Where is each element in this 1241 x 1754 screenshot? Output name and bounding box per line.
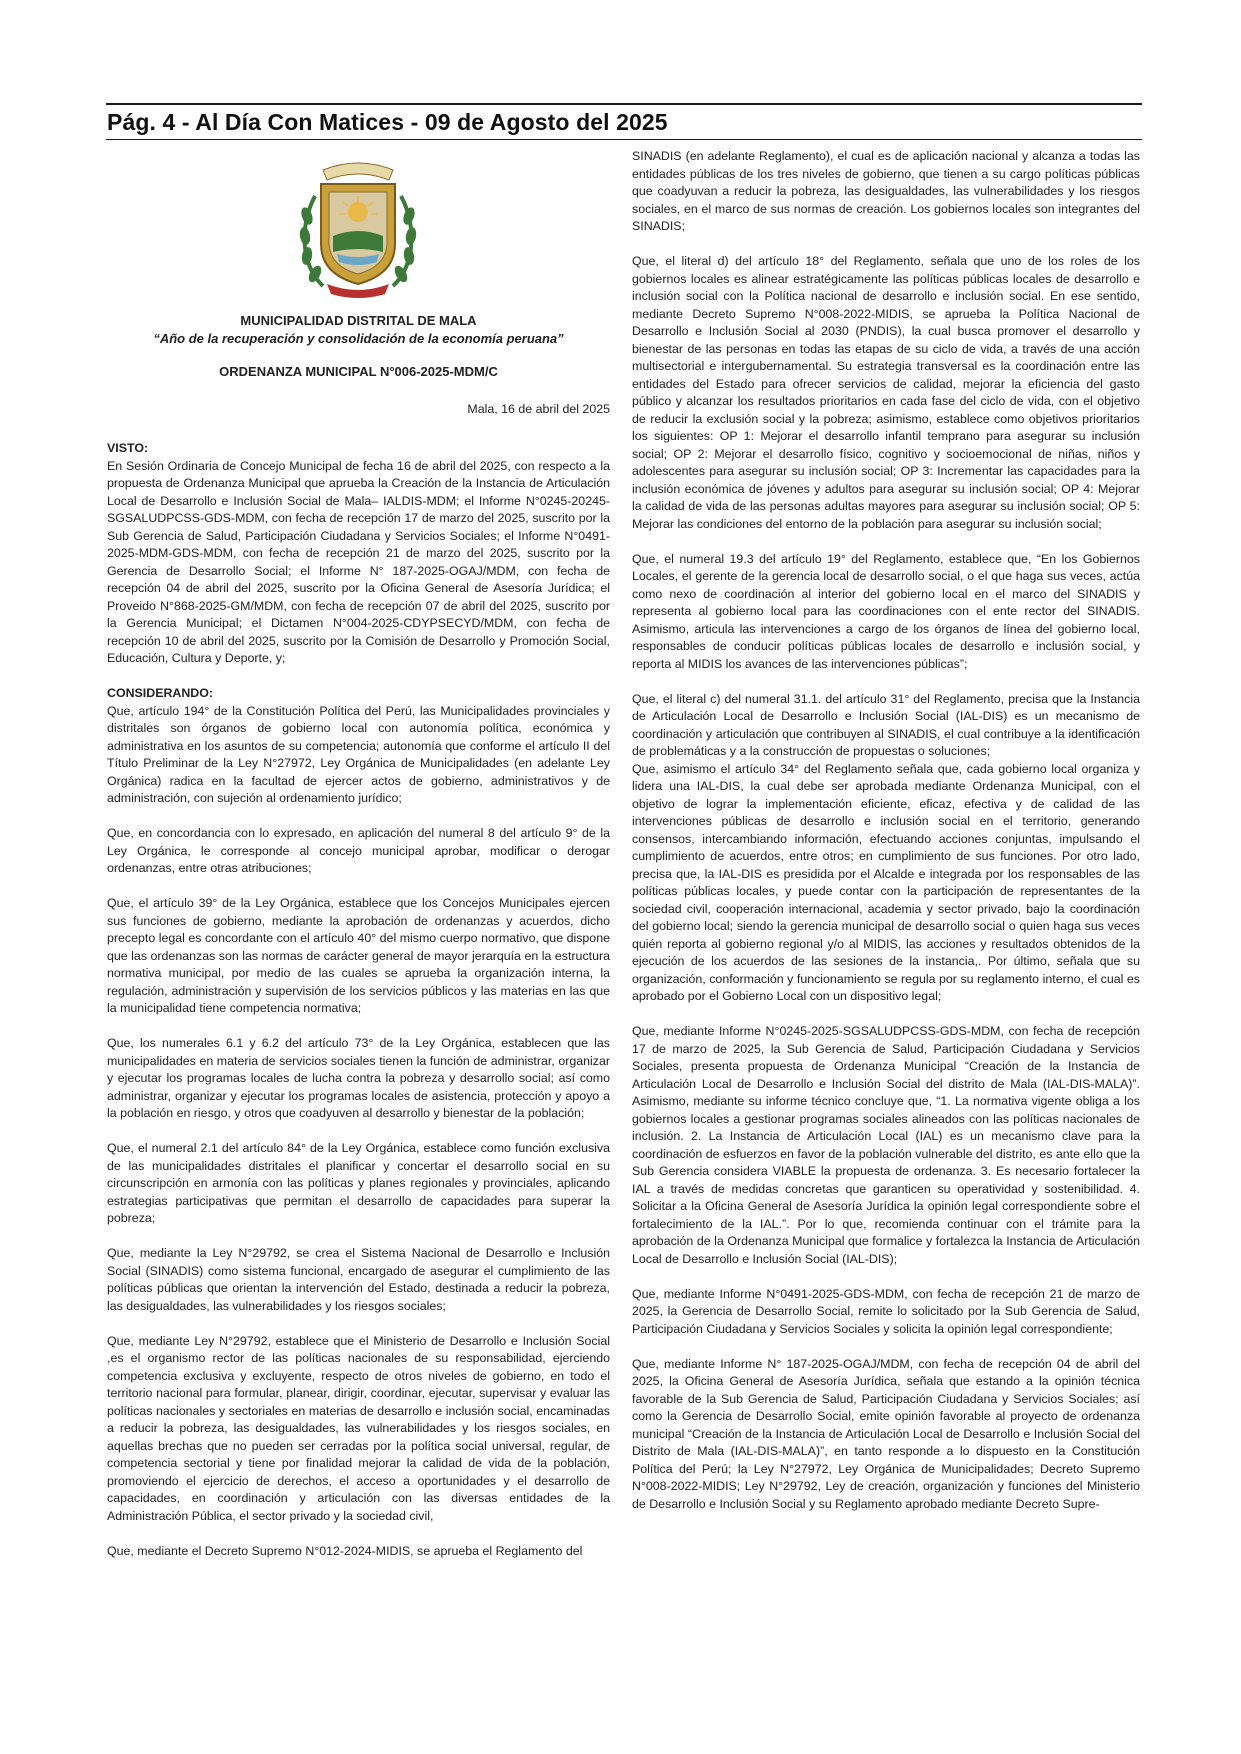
ordinance-title: ORDENANZA MUNICIPAL N°006-2025-MDM/C — [219, 364, 498, 379]
considerando-paragraph: Que, mediante Informe N°0491-2025-GDS-MDM, con fecha de recepción 21 de marzo de 2025, la Gerencia de Desarrollo Social, remite lo solicitado por la Sub Gerencia de Salud, Participación Ciudadana y Servicios Sociales y solicita la opinión legal correspondiente; — [632, 1286, 1140, 1336]
visto-heading: VISTO: — [107, 441, 149, 455]
considerando-paragraph: Que, asimismo el artículo 34° del Reglamento señala que, cada gobierno local organiza y lidera una IAL-DIS, la cual debe ser aprobada mediante Ordenanza Municipal, con el objetivo de lograr la implementación eficiente, eficaz, efectiva y de calidad de las intervenciones públicas de desarrollo e inclusión social en el territorio, generando consensos, intercambiando información, efectuando acciones conjuntas, impulsando el cumplimiento de acuerdos, entre otros; en cumplimiento de sus funciones. Por otro lado, precisa que, la IAL-DIS es presidida por el Alcalde e integrada por los responsables de las políticas públicas locales, y puede contar con la participación de representantes de la sociedad civil, cooperación internacional, academia y sector privado, bajo la coordinación del gobierno local; siendo la gerencia municipal de desarrollo social o quien haga sus veces quién reporta al gobierno regional y/o al MIDIS, las acciones y resultados obtenidos de la ejecución de los acuerdos de las sesiones de la instancia,. Por último, señala que su organización, conformación y funcionamiento se regula por su reglamento interno, el cual es aprobado por el Gobierno Local con un dispositivo legal; — [632, 761, 1140, 1003]
considerando-paragraph: Que, artículo 194° de la Constitución Política del Perú, las Municipalidades provinciales y distritales son órganos de gobierno local con autonomía política, económica y administrativa en los asuntos de su competencia; autonomía que conforme el artículo II del Título Preliminar de la Ley N°27972, Ley Orgánica de Municipalidades (en adelante Ley Orgánica) radica en la facultad de ejercer actos de gobierno, administrativos y de administración, con sujeción al ordenamiento jurídico; — [107, 703, 610, 805]
considerando-paragraph: Que, mediante el Decreto Supremo N°012-2024-MIDIS, se aprueba el Reglamento del — [107, 1543, 583, 1558]
considerando-paragraph: Que, el literal c) del numeral 31.1. del artículo 31° del Reglamento, precisa que la Instancia de Articulación Local de Desarrollo e Inclusión Social (IAL-DIS) es un mecanismo de coordinación y articulación que contribuyen al SINADIS, el cual contribuye a la identificación de problemáticas y a la construcción de propuestas o soluciones; — [632, 691, 1140, 758]
page-header-title: Pág. 4 - Al Día Con Matices - 09 de Agosto del 2025 — [107, 109, 668, 135]
considerando-paragraph: Que, mediante Informe N° 187-2025-OGAJ/MDM, con fecha de recepción 04 de abril del 2025, la Oficina General de Asesoría Jurídica, señala que estando a la opinión técnica favorable de la Sub Gerencia de Salud, Participación Ciudadana y Servicios Sociales; así como la Gerencia de Desarrollo Social, emite opinión favorable al proyecto de ordenanza municipal “Creación de la Instancia de Articulación Local de Desarrollo e Inclusión Social del Distrito de Mala (IAL-DIS-MALA)”, en tanto responde a lo dispuesto en la Constitución Política del Perú; la Ley N°27972, Ley Orgánica de Municipalidades; Decreto Supremo N°008-2022-MIDIS; Ley N°29792, Ley de creación, organización y funciones del Ministerio de Desarrollo e Inclusión Social y su Reglamento aprobado mediante Decreto Supre- — [632, 1356, 1140, 1511]
considerando-paragraph: Que, el artículo 39° de la Ley Orgánica, establece que los Concejos Municipales ejercen sus funciones de gobierno, mediante la aprobación de ordenanzas y acuerdos, dicho precepto legal es concordante con el artículo 40° del mismo cuerpo normativo, que dispone que las ordenanzas son las normas de carácter general de mayor jerarquía en la estructura normativa municipal, por medio de las cuales se aprueba la organización interna, la regulación, administración y supervisión de los servicios públicos y las materias en las que la municipalidad tiene competencia normativa; — [107, 896, 610, 1015]
considerando-paragraph: Que, el numeral 2.1 del artículo 84° de la Ley Orgánica, establece como función exclusiva de las municipalidades distritales el planificar y concertar el desarrollo social en su circunscripción en armonía con las políticas y planes regionales y provinciales, aplicando estrategias participativas que permitan el desarrollo de capacidades para superar la pobreza; — [107, 1141, 610, 1225]
issue-date: Mala, 16 de abril del 2025 — [467, 401, 610, 416]
considerando-paragraph: Que, el literal d) del artículo 18° del Reglamento, señala que uno de los roles de los gobiernos locales es alinear estratégicamente las políticas públicas locales de desarrollo e inclusión social con la Política nacional de desarrollo e inclusión social. En ese sentido, mediante Decreto Supremo N°008-2022-MIDIS, se aprueba la Política Nacional de Desarrollo e Inclusión Social al 2030 (PNDIS), la cual busca promover el desarrollo y bienestar de las personas en todas las etapas de su ciclo de vida, a través de una acción multisectorial e intergubernamental. Su estrategia transversal es la coordinación entre las entidades del Estado para ofrecer servicios de calidad, mejorar la eficiencia del gasto público y alcanzar los resultados prioritarios en cada fase del ciclo de vida, con el objetivo de reducir la exclusión social y la pobreza; asimismo, establece como objetivos prioritarios los siguientes: OP 1: Mejorar el desarrollo infantil temprano para asegurar su inclusión social; OP 2: Mejorar el desarrollo físico, cognitivo y socioemocional de niñas, niños y adolescentes para asegurar su inclusión social; OP 3: Incrementar las capacidades para la inclusión económica de jóvenes y adultos para asegurar su inclusión social; OP 4: Mejorar la calidad de vida de las personas adultas mayores para asegurar su inclusión social; OP 5: Mejorar las condiciones del entorno de la población para asegurar su inclusión social; — [632, 254, 1140, 531]
crest-area — [107, 150, 610, 310]
municipal-crest-icon — [293, 156, 423, 302]
right-column — [632, 148, 1140, 1513]
header-bottom-rule — [106, 139, 1142, 140]
considerando-paragraph: Que, mediante Ley N°29792, establece que el Ministerio de Desarrollo e Inclusión Social ,es el organismo rector de las políticas nacionales de su responsabilidad, ejerciendo competencia exclusiva y excluyente, respecto de otros niveles de gobierno, en todo el territorio nacional para formular, planear, dirigir, coordinar, ejecutar, supervisar y evaluar las políticas nacionales y sectoriales en materias de desarrollo e inclusión social, encaminadas a reducir la pobreza, las desigualdades, las vulnerabilidades y los riesgos sociales, en aquellas brechas que no pueden ser cerradas por la política social universal, regular, de competencia sectorial y tiene por finalidad mejorar la calidad de vida de la población, promoviendo el ejercicio de derechos, el acceso a oportunidades y el desarrollo de capacidades, en coordinación y articulación con las diversas entidades de la Administración Pública, el sector privado y la sociedad civil, — [107, 1333, 610, 1523]
considerando-paragraph: Que, mediante la Ley N°29792, se crea el Sistema Nacional de Desarrollo e Inclusión Social (SINADIS) como sistema funcional, encargado de asegurar el cumplimiento de las políticas públicas que orientan la intervención del Estado, destinada a reducir la pobreza, las desigualdades, las vulnerabilidades y los riesgos sociales; — [107, 1246, 610, 1313]
considerando-heading: CONSIDERANDO: — [107, 686, 214, 700]
year-motto: “Año de la recuperación y consolidación de la economía peruana” — [153, 330, 564, 346]
considerando-paragraph: Que, los numerales 6.1 y 6.2 del artículo 73° de la Ley Orgánica, establecen que las municipalidades en materia de servicios sociales tienen la función de administrar, organizar y ejecutar los programas locales de lucha contra la pobreza y desarrollo social; así como administrar, organizar y ejecutar los programas locales de asistencia, protección y apoyo a la población en riesgo, y otros que coadyuven al desarrollo y bienestar de la población; — [107, 1036, 610, 1120]
municipality-name: MUNICIPALIDAD DISTRITAL DE MALA — [240, 313, 477, 328]
header-top-rule — [106, 103, 1142, 105]
considerando-paragraph: Que, el numeral 19.3 del artículo 19° del Reglamento, establece que, “En los Gobiernos Locales, el gerente de la gerencia local de desarrollo social, o el que haga sus veces, actúa como nexo de coordinación al interior del gobierno local en el marco del SINADIS y representa al gobierno local para las coordinaciones con el ente rector del SINADIS. Asimismo, articula las intervenciones a cargo de los órganos de línea del gobierno local, responsables de conducir políticas públicas locales de desarrollo e inclusión social, y reporta al MIDIS los avances de las intervenciones públicas”; — [632, 551, 1140, 671]
left-column — [107, 150, 610, 1560]
considerando-paragraph: SINADIS (en adelante Reglamento), el cual es de aplicación nacional y alcanza a todas las entidades públicas de los tres niveles de gobierno, que tienen a su cargo políticas públicas que coadyuvan a reducir la pobreza, las desigualdades, las vulnerabilidades y los riesgos sociales, en el marco de sus normas de creación. Los gobiernos locales son integrantes del SINADIS; — [632, 149, 1140, 233]
visto-paragraph: En Sesión Ordinaria de Concejo Municipal de fecha 16 de abril del 2025, con respecto a la propuesta de Ordenanza Municipal que aprueba la Creación de la Instancia de Articulación Local de Desarrollo e Inclusión Social de Mala– IALDIS-MDM; el Informe N°0245-20245-SGSALUDPCSS-GDS-MDM, con fecha de recepción 17 de marzo del 2025, suscrito por la Sub Gerencia de Salud, Participación Ciudadana y Servicios Sociales; el Informe N°0491-2025-MDM-GDS-MDM, con fecha de recepción 21 de marzo del 2025, suscrito por la Gerencia de Desarrollo Social; el Informe N° 187-2025-OGAJ/MDM, con fecha de recepción 04 de abril del 2025, suscrito por la Oficina General de Asesoría Jurídica; el Proveido N°868-2025-GM/MDM, con fecha de recepción 07 de abril del 2025, suscrito por la Gerencia Municipal; el Dictamen N°004-2025-CDYPSECYD/MDM, con fecha de recepción 10 de abril del 2025, suscrito por la Comisión de Desarrollo y Promoción Social, Educación, Cultura y Deporte, y; — [107, 458, 610, 665]
considerando-paragraph: Que, en concordancia con lo expresado, en aplicación del numeral 8 del artículo 9° de la Ley Orgánica, le corresponde al concejo municipal aprobar, modificar o derogar ordenanzas, entre otras atribuciones; — [107, 826, 610, 875]
considerando-paragraph: Que, mediante Informe N°0245-2025-SGSALUDPCSS-GDS-MDM, con fecha de recepción 17 de marzo de 2025, la Sub Gerencia de Salud, Participación Ciudadana y Servicios Sociales, presenta propuesta de Ordenanza Municipal “Creación de la Instancia de Articulación Local de Desarrollo e Inclusión Social del distrito de Mala (IAL-DIS-MALA)”. Asimismo, mediante su informe técnico concluye que, “1. La normativa vigente obliga a los gobiernos locales a gestionar programas sociales alineados con las políticas nacionales de inclusión. 2. La Instancia de Articulación Local (IAL) es un mecanismo clave para la coordinación de esfuerzos en favor de la población vulnerable del distrito, es ante ello que la Sub Gerencia considera VIABLE la propuesta de ordenanza. 3. Es necesario fortalecer la IAL a través de medidas concretas que garanticen su operatividad y sostenibilidad. 4. Solicitar a la Oficina General de Asesoría Jurídica la opinión legal correspondiente sobre el fortalecimiento de la IAL.”. Por lo que, recomienda continuar con el trámite para la aprobación de la Ordenanza Municipal que formalice y fortalezca la Instancia de Articulación Local de Desarrollo e Inclusión Social (IAL-DIS); — [632, 1024, 1140, 1266]
